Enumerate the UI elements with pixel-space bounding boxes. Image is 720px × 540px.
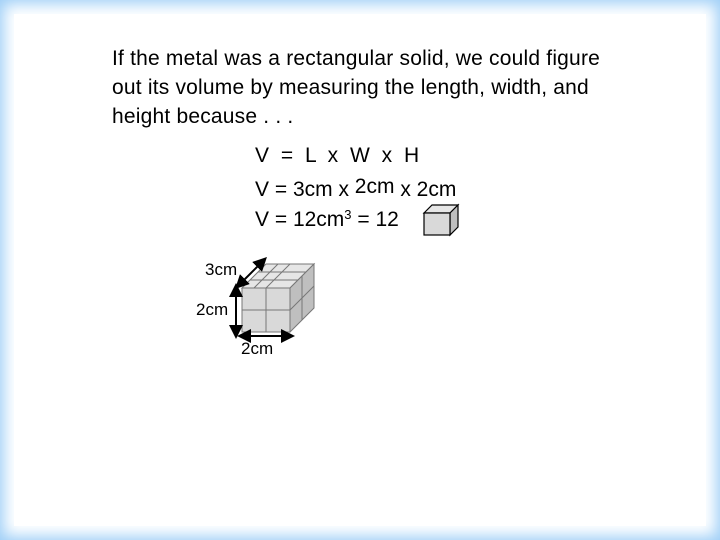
height-label: 2cm [196, 300, 229, 319]
width-label: 2cm [241, 339, 274, 358]
intro-paragraph: If the metal was a rectangular solid, we could figure out its volume by measuring the length, width, and height because . . . [112, 47, 601, 128]
substitution-part-1: V = 3cm x [255, 178, 349, 201]
cubed-exponent: 3 [344, 207, 352, 222]
result-count: = 12 [351, 208, 399, 231]
volume-result [255, 207, 399, 232]
substitution-part-2: 2cm [354, 175, 395, 198]
length-label: 3cm [205, 260, 238, 279]
substitution-part-3: x 2cm [400, 178, 457, 201]
volume-substitution [255, 175, 457, 202]
result-value: V = 12cm [255, 208, 345, 231]
volume-formula: V = L x W x H [255, 144, 423, 167]
unit-cube-icon [424, 205, 460, 237]
